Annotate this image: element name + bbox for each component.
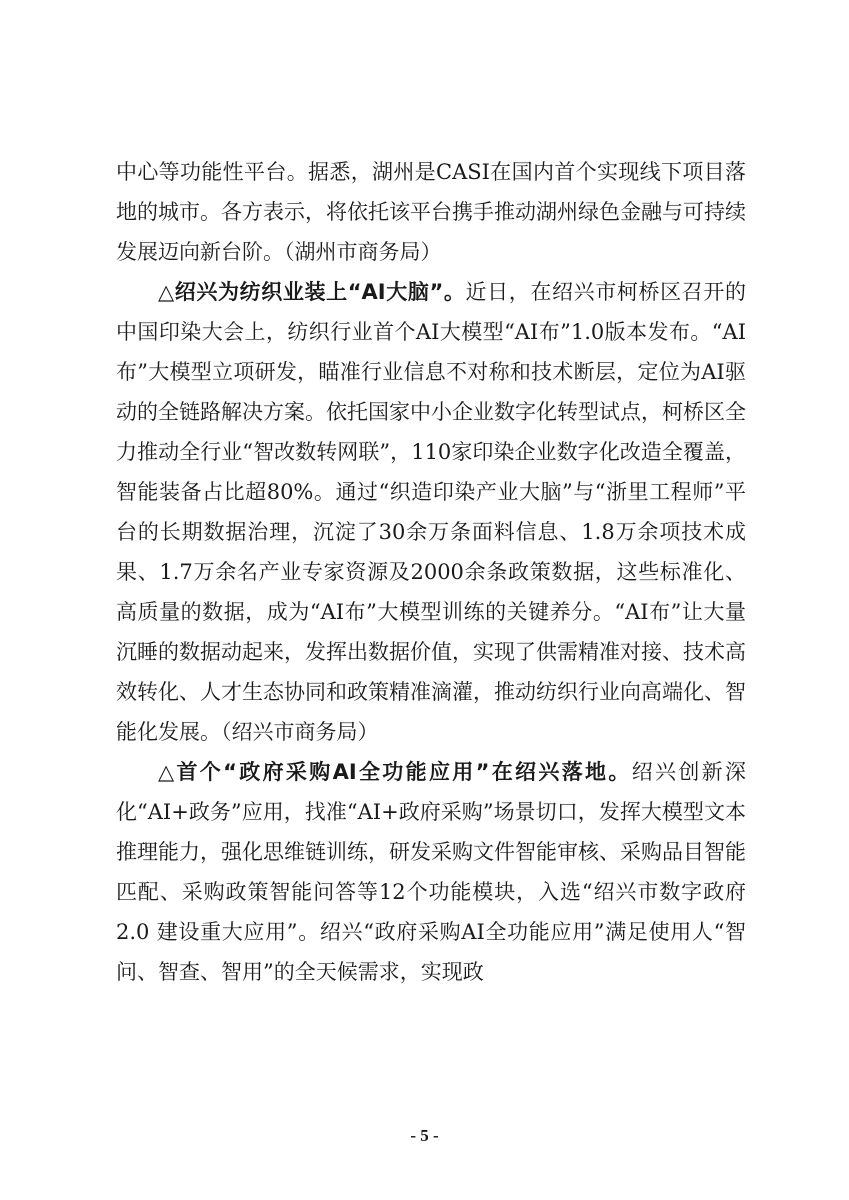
paragraph-shaoxing-textile-ai: [116, 272, 746, 752]
paragraph-text: 中心等功能性平台。据悉，湖州是CASI在国内首个实现线下项目落地的城市。各方表示，将依托该平台携手推动湖州绿色金融与可持续发展迈向新台阶。（湖州市商务局）: [116, 160, 746, 264]
paragraph-lead-heading: △绍兴为纺织业装上“AI大脑”。: [158, 280, 466, 304]
paragraph-huzhou-continued: [116, 152, 746, 272]
paragraph-text: 近日，在绍兴市柯桥区召开的中国印染大会上，纺织行业首个AI大模型“AI布”1.0版本发布。“AI布”大模型立项研发，瞄准行业信息不对称和技术断层，定位为AI驱动的全链路解决方案。依托国家中小企业数字化转型试点，柯桥区全力推动全行业“智改数转网联”，110家印染企业数字化改造全覆盖，智能装备占比超80%。通过“织造印染产业大脑”与“浙里工程师”平台的长期数据治理，沉淀了30余万条面料信息、1.8万余项技术成果、1.7万余名产业专家资源及2000余条政策数据，这些标准化、高质量的数据，成为“AI布”大模型训练的关键养分。“AI布”让大量沉睡的数据动起来，发挥出数据价值，实现了供需精准对接、技术高效转化、人才生态协同和政策精准滴灌，推动纺织行业向高端化、智能化发展。（绍兴市商务局）: [116, 280, 746, 744]
page-number: - 5 -: [410, 1126, 439, 1145]
paragraph-shaoxing-procurement-ai: [116, 752, 746, 992]
paragraph-lead-heading: △首个“政府采购AI全功能应用”在绍兴落地。: [158, 760, 632, 784]
paragraph-text: 绍兴创新深化“AI+政务”应用，找准“AI+政府采购”场景切口，发挥大模型文本推理能力，强化思维链训练，研发采购文件智能审核、采购品目智能匹配、采购政策智能问答等12个功能模块，入选“绍兴市数字政府2.0 建设重大应用”。绍兴“政府采购AI全功能应用”满足使用人“智问、智查、智用”的全天候需求，实现政: [116, 760, 746, 984]
body-text: [116, 152, 746, 992]
